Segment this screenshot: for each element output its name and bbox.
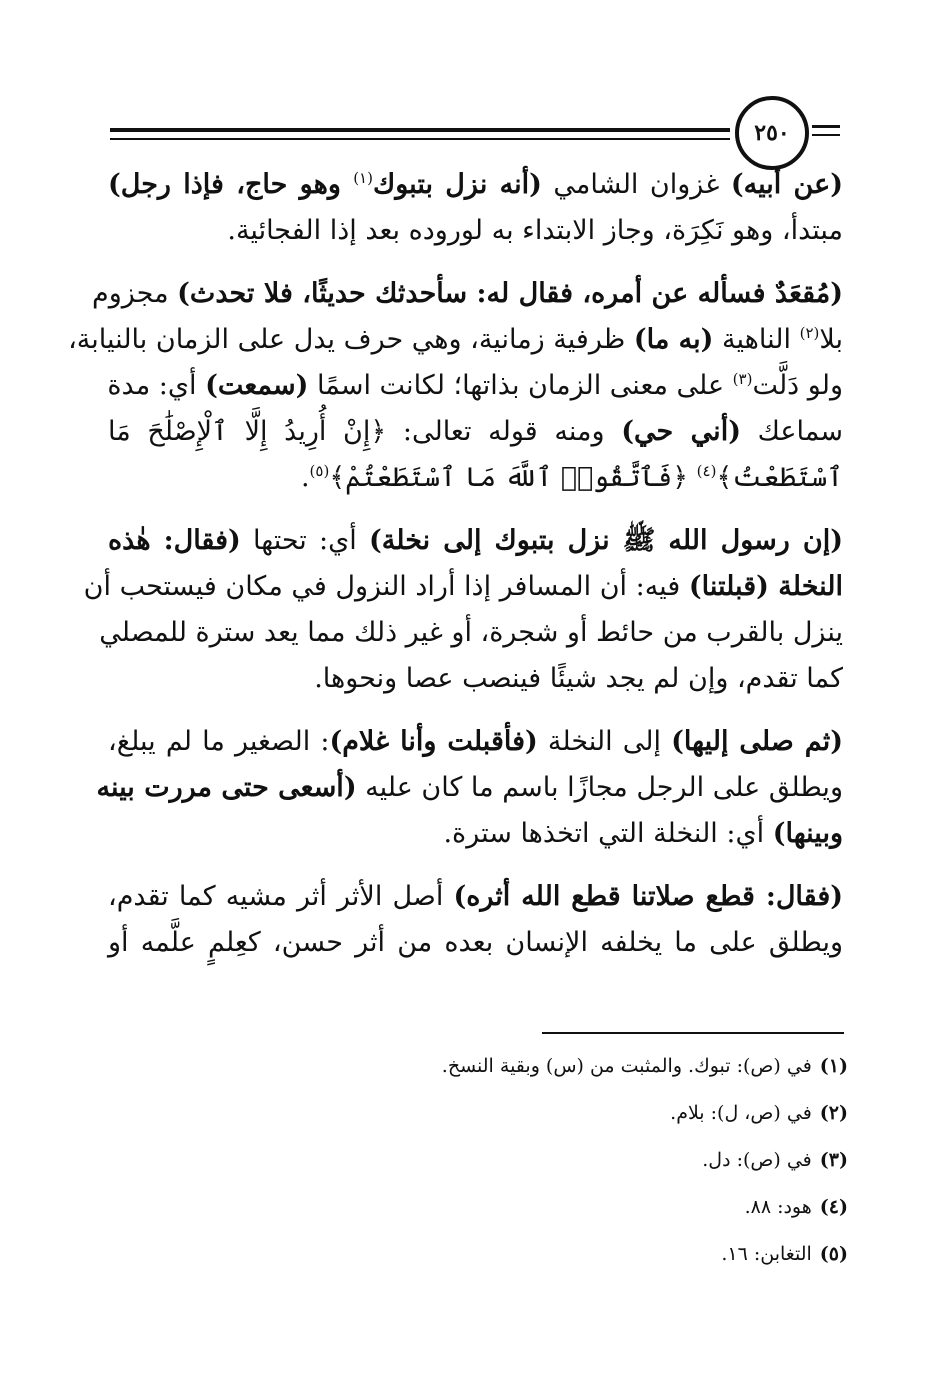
plain-text: ظرفية زمانية، وهي حرف يدل على الزمان بالنيابة، [68,324,634,355]
plain-text: ولو دَلَّت [752,370,843,401]
plain-text: فيه: أن المسافر إذا أراد النزول في مكان فيستحب أن [83,571,689,602]
plain-text: أي: مدة [107,370,206,401]
footnote-number: (٢) [819,1102,848,1124]
footnote [300,1143,848,1190]
text-line [108,811,843,857]
footnote [300,1237,848,1284]
text-line [108,455,843,501]
bold-phrase: (فأقبلت وأنا غلام) [329,726,538,757]
bold-phrase: (إن رسول الله ﷺ نزل بتبوك إلى نخلة) [369,525,843,556]
plain-text: أي: تحتها [240,525,370,556]
plain-text: ويطلق على ما يخلفه الإنسان بعده من أثر حسن، كعِلمٍ علَّمه أو [108,927,843,958]
plain-text: على معنى الزمان بذاتها؛ لكانت اسمًا [308,370,733,401]
text-line [108,719,843,765]
page-number-badge [735,96,809,170]
quran-verse: ٱسْتَطَعْتُ﴾ [716,462,843,493]
bold-phrase: (أسعى حتى مررت بينه [96,772,357,803]
quran-verse: ﴿فَٱتَّقُوا۟ ٱللَّهَ مَا ٱسْتَطَعْتُمْ﴾ [329,462,697,493]
text-line [108,208,843,254]
text-line [108,874,843,920]
plain-text: مجزوم [92,278,178,309]
footnote-ref: (٥) [309,462,330,480]
page-header [0,0,951,170]
footnote-ref: (٣) [732,370,753,388]
footnote-number: (٣) [819,1149,848,1171]
text-line [108,409,843,455]
text-line [92,271,843,317]
plain-text: بلا [819,324,843,355]
paragraph [83,518,843,702]
text-line [108,363,843,409]
plain-text: غزوان الشامي [541,169,731,200]
footnote-number: (١) [819,1055,848,1077]
footnote-ref: (٤) [696,462,717,480]
plain-text: إلى النخلة [537,726,672,757]
header-rule-right [812,125,840,128]
footnote-separator [542,1032,844,1034]
plain-text: الناهية [713,324,800,355]
plain-text: كما تقدم، وإن لم يجد شيئًا فينصب عصا ونحوها. [314,663,843,694]
bold-phrase: (فقال: هٰذه [108,525,241,556]
plain-text: أي: النخلة التي اتخذها سترة. [443,818,773,849]
text-line [108,162,843,208]
text-line [83,564,843,610]
bold-phrase: (أني حي) [621,416,741,447]
page-number: ٢٥٠ [754,120,790,146]
bold-phrase: (أنه نزل بتبوك [372,169,542,200]
bold-phrase: (عن أبيه) [730,169,844,200]
bold-phrase: (به ما) [633,324,714,355]
paragraph [96,719,844,857]
plain-text: ينزل بالقرب من حائط أو شجرة، أو غير ذلك مما يعد سترة للمصلي [99,617,843,648]
text-line [99,610,843,656]
quran-verse: ومنه قوله تعالى: ﴿إِنْ أُرِيدُ إِلَّا ٱلْإِصْلَٰحَ مَا [108,416,622,447]
footnote [300,1096,848,1143]
bold-phrase: (سمعت) [205,370,309,401]
footnote-number: (٤) [819,1196,848,1218]
footnote-ref: (٢) [799,324,820,342]
footnote-text: هود: ٨٨. [744,1196,812,1218]
plain-text: أصل الأثر أثر مشيه كما تقدم، [108,881,454,912]
plain-text: سماعك [740,416,843,447]
footnote-ref: (١) [353,169,373,187]
footnotes [300,1049,848,1284]
text-line [108,920,843,966]
footnote-text: في (ص): دل. [702,1149,812,1171]
plain-text: ويطلق على الرجل مجازًا باسم ما كان عليه [356,772,843,803]
header-rule-thin [110,138,730,140]
text-line [96,765,843,811]
footnote [300,1190,848,1237]
bold-phrase: النخلة (قبلتنا) [688,571,843,602]
footnote-text: في (ص، ل): بلام. [670,1102,812,1124]
footnote-text: التغابن: ١٦. [721,1243,812,1265]
paragraph [68,271,843,501]
text-line [108,656,843,702]
plain-text: : الصغير ما لم يبلغ، [108,726,330,757]
main-text [68,162,844,983]
plain-text: . [300,462,310,493]
bold-phrase: (فقال: قطع صلاتنا قطع الله أثره) [453,881,844,912]
bold-phrase: (مُقعَدٌ فسأله عن أمره، فقال له: سأحدثك حديثًا، فلا تحدث) [177,278,843,309]
plain-text: مبتدأ، وهو نَكِرَة، وجاز الابتداء به لوروده بعد إذا الفجائية. [227,215,843,246]
footnote-number: (٥) [819,1243,848,1265]
footnote [300,1049,848,1096]
bold-phrase: وهو حاج، فإذا رجل) [108,169,354,200]
header-rule-right-lower [812,134,840,136]
bold-phrase: وبينها) [772,818,843,849]
text-line [68,317,843,363]
bold-phrase: (ثم صلى إليها) [671,726,844,757]
paragraph [108,162,843,254]
paragraph [108,874,843,966]
header-rule-thick [110,128,730,132]
footnote-text: في (ص): تبوك. والمثبت من (س) وبقية النسخ. [441,1055,812,1077]
text-line [108,518,843,564]
